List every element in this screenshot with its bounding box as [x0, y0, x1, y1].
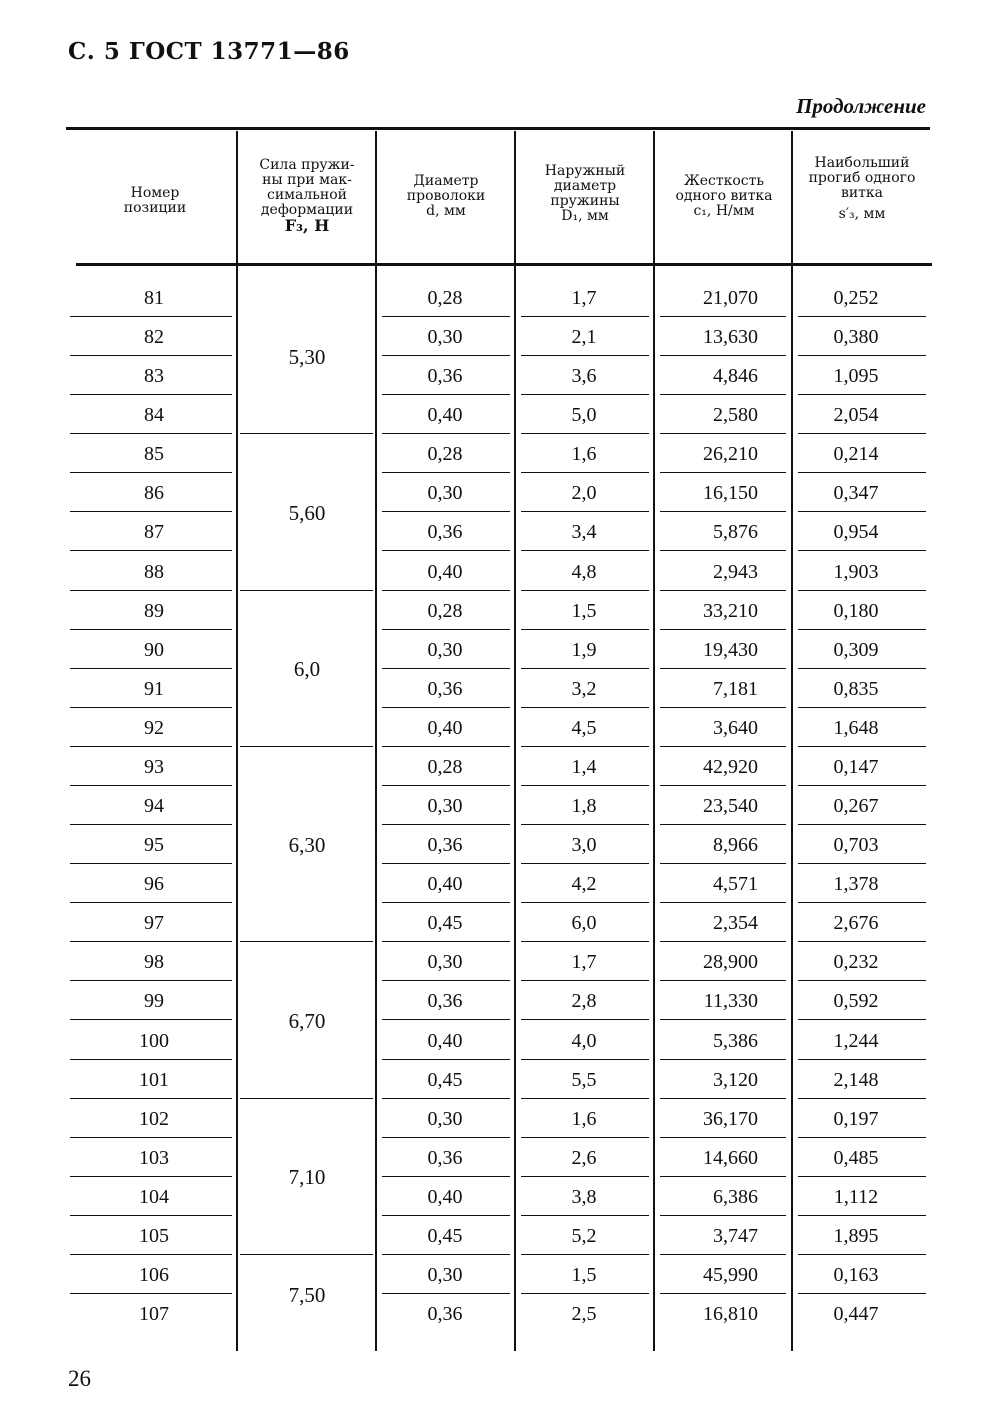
row-separator — [70, 316, 232, 317]
row-separator — [660, 590, 786, 591]
row-separator — [70, 746, 232, 747]
stiffness-cell: 2,943 — [713, 561, 758, 583]
row-separator — [660, 1293, 786, 1294]
outer-diameter-cell: 1,5 — [571, 1264, 597, 1286]
row-separator — [660, 707, 786, 708]
outer-diameter-cell: 4,0 — [571, 1030, 597, 1052]
row-separator — [798, 1098, 926, 1099]
wire-diameter-cell: 0,36 — [427, 365, 463, 387]
row-separator — [382, 1176, 510, 1177]
row-separator — [382, 511, 510, 512]
row-separator — [521, 1059, 649, 1060]
row-separator — [382, 668, 510, 669]
group-separator — [240, 1254, 373, 1255]
continuation-label: Продолжение — [796, 94, 926, 118]
deflection-cell: 0,703 — [833, 834, 879, 856]
row-separator — [521, 1098, 649, 1099]
stiffness-cell: 33,210 — [703, 600, 758, 622]
deflection-cell: 1,895 — [833, 1225, 879, 1247]
wire-diameter-cell: 0,40 — [427, 404, 463, 426]
position-number-cell: 81 — [144, 287, 164, 309]
row-separator — [70, 941, 232, 942]
force-cell: 5,30 — [288, 345, 326, 369]
row-separator — [70, 550, 232, 551]
row-separator — [382, 1019, 510, 1020]
group-separator — [240, 590, 373, 591]
stiffness-cell: 19,430 — [703, 639, 758, 661]
wire-diameter-cell: 0,36 — [427, 1147, 463, 1169]
row-separator — [798, 785, 926, 786]
position-number-cell: 94 — [144, 795, 164, 817]
row-separator — [798, 590, 926, 591]
force-cell: 5,60 — [288, 501, 326, 525]
row-separator — [521, 629, 649, 630]
deflection-cell: 1,095 — [833, 365, 879, 387]
position-number-cell: 85 — [144, 443, 164, 465]
row-separator — [70, 863, 232, 864]
deflection-cell: 0,485 — [833, 1147, 879, 1169]
position-number-cell: 91 — [144, 678, 164, 700]
header-outer-diameter: Наружный диаметр пружины D₁, мм — [544, 163, 626, 224]
row-separator — [521, 1215, 649, 1216]
force-cell: 6,70 — [288, 1009, 326, 1033]
stiffness-cell: 5,876 — [713, 521, 758, 543]
deflection-cell: 0,592 — [833, 990, 879, 1012]
row-separator — [70, 1059, 232, 1060]
position-number-cell: 99 — [144, 990, 164, 1012]
stiffness-cell: 2,354 — [713, 912, 758, 934]
row-separator — [521, 863, 649, 864]
deflection-cell: 0,380 — [833, 326, 879, 348]
row-separator — [660, 1059, 786, 1060]
row-separator — [70, 902, 232, 903]
position-number-cell: 84 — [144, 404, 164, 426]
outer-diameter-cell: 1,5 — [571, 600, 597, 622]
wire-diameter-cell: 0,28 — [427, 756, 463, 778]
deflection-cell: 2,054 — [833, 404, 879, 426]
outer-diameter-cell: 5,2 — [571, 1225, 597, 1247]
position-number-cell: 86 — [144, 482, 164, 504]
header-bottom-rule — [76, 263, 932, 266]
row-separator — [798, 707, 926, 708]
row-separator — [798, 902, 926, 903]
row-separator — [798, 941, 926, 942]
deflection-cell: 0,954 — [833, 521, 879, 543]
wire-diameter-cell: 0,28 — [427, 287, 463, 309]
group-separator — [240, 941, 373, 942]
row-separator — [521, 824, 649, 825]
header-deflection: Наибольший прогиб одного витка s′₃, мм — [808, 155, 916, 222]
group-separator — [240, 746, 373, 747]
deflection-cell: 0,347 — [833, 482, 879, 504]
row-separator — [70, 980, 232, 981]
outer-diameter-cell: 3,0 — [571, 834, 597, 856]
page-number: 26 — [68, 1366, 91, 1391]
row-separator — [382, 824, 510, 825]
outer-diameter-cell: 1,8 — [571, 795, 597, 817]
row-separator — [660, 1137, 786, 1138]
row-separator — [660, 668, 786, 669]
row-separator — [521, 355, 649, 356]
row-separator — [70, 355, 232, 356]
outer-diameter-cell: 2,6 — [571, 1147, 597, 1169]
group-separator — [240, 1098, 373, 1099]
header-wire-diameter: Диаметр проволоки d, мм — [406, 173, 486, 219]
outer-diameter-cell: 1,6 — [571, 1108, 597, 1130]
row-separator — [382, 316, 510, 317]
wire-diameter-cell: 0,30 — [427, 639, 463, 661]
outer-diameter-cell: 2,0 — [571, 482, 597, 504]
row-separator — [521, 980, 649, 981]
row-separator — [660, 863, 786, 864]
stiffness-cell: 13,630 — [703, 326, 758, 348]
row-separator — [70, 824, 232, 825]
row-separator — [382, 707, 510, 708]
wire-diameter-cell: 0,30 — [427, 951, 463, 973]
row-separator — [382, 1215, 510, 1216]
deflection-cell: 2,676 — [833, 912, 879, 934]
row-separator — [521, 1293, 649, 1294]
row-separator — [798, 1137, 926, 1138]
row-separator — [660, 746, 786, 747]
row-separator — [798, 1215, 926, 1216]
stiffness-cell: 26,210 — [703, 443, 758, 465]
row-separator — [521, 472, 649, 473]
wire-diameter-cell: 0,30 — [427, 795, 463, 817]
row-separator — [660, 980, 786, 981]
row-separator — [798, 316, 926, 317]
row-separator — [660, 941, 786, 942]
row-separator — [798, 472, 926, 473]
row-separator — [382, 394, 510, 395]
position-number-cell: 90 — [144, 639, 164, 661]
deflection-cell: 0,447 — [833, 1303, 879, 1325]
stiffness-cell: 16,810 — [703, 1303, 758, 1325]
row-separator — [382, 590, 510, 591]
wire-diameter-cell: 0,36 — [427, 834, 463, 856]
outer-diameter-cell: 1,7 — [571, 951, 597, 973]
row-separator — [660, 472, 786, 473]
row-separator — [798, 355, 926, 356]
row-separator — [660, 1254, 786, 1255]
deflection-cell: 0,214 — [833, 443, 879, 465]
header-stiffness: Жесткость одного витка c₁, Н/мм — [675, 173, 773, 219]
stiffness-cell: 11,330 — [703, 990, 758, 1012]
position-number-cell: 100 — [139, 1030, 169, 1052]
table-top-rule — [66, 127, 930, 130]
row-separator — [382, 980, 510, 981]
row-separator — [798, 433, 926, 434]
row-separator — [70, 629, 232, 630]
position-number-cell: 104 — [139, 1186, 169, 1208]
deflection-cell: 1,903 — [833, 561, 879, 583]
wire-diameter-cell: 0,36 — [427, 990, 463, 1012]
stiffness-cell: 3,640 — [713, 717, 758, 739]
row-separator — [660, 902, 786, 903]
wire-diameter-cell: 0,40 — [427, 1030, 463, 1052]
col-line-4 — [653, 131, 655, 1351]
force-cell: 6,30 — [288, 833, 326, 857]
row-separator — [521, 1254, 649, 1255]
position-number-cell: 97 — [144, 912, 164, 934]
outer-diameter-cell: 6,0 — [571, 912, 597, 934]
position-number-cell: 82 — [144, 326, 164, 348]
wire-diameter-cell: 0,40 — [427, 1186, 463, 1208]
deflection-cell: 0,232 — [833, 951, 879, 973]
row-separator — [382, 785, 510, 786]
row-separator — [521, 707, 649, 708]
row-separator — [798, 1254, 926, 1255]
row-separator — [798, 394, 926, 395]
outer-diameter-cell: 3,2 — [571, 678, 597, 700]
outer-diameter-cell: 3,6 — [571, 365, 597, 387]
position-number-cell: 103 — [139, 1147, 169, 1169]
stiffness-cell: 42,920 — [703, 756, 758, 778]
row-separator — [382, 1059, 510, 1060]
row-separator — [521, 1137, 649, 1138]
stiffness-cell: 7,181 — [713, 678, 758, 700]
row-separator — [382, 629, 510, 630]
row-separator — [382, 746, 510, 747]
row-separator — [798, 1059, 926, 1060]
wire-diameter-cell: 0,36 — [427, 678, 463, 700]
wire-diameter-cell: 0,30 — [427, 482, 463, 504]
row-separator — [70, 707, 232, 708]
row-separator — [521, 590, 649, 591]
row-separator — [798, 1176, 926, 1177]
deflection-cell: 0,147 — [833, 756, 879, 778]
document-code: С. 5 ГОСТ 13771—86 — [68, 38, 350, 65]
outer-diameter-cell: 2,1 — [571, 326, 597, 348]
deflection-cell: 1,112 — [833, 1186, 879, 1208]
row-separator — [70, 511, 232, 512]
position-number-cell: 93 — [144, 756, 164, 778]
position-number-cell: 105 — [139, 1225, 169, 1247]
wire-diameter-cell: 0,30 — [427, 326, 463, 348]
outer-diameter-cell: 5,5 — [571, 1069, 597, 1091]
outer-diameter-cell: 4,5 — [571, 717, 597, 739]
deflection-cell: 1,648 — [833, 717, 879, 739]
position-number-cell: 88 — [144, 561, 164, 583]
stiffness-cell: 8,966 — [713, 834, 758, 856]
row-separator — [660, 394, 786, 395]
row-separator — [382, 941, 510, 942]
wire-diameter-cell: 0,30 — [427, 1108, 463, 1130]
row-separator — [382, 472, 510, 473]
stiffness-cell: 6,386 — [713, 1186, 758, 1208]
row-separator — [660, 355, 786, 356]
row-separator — [521, 1019, 649, 1020]
row-separator — [521, 316, 649, 317]
position-number-cell: 106 — [139, 1264, 169, 1286]
position-number-cell: 96 — [144, 873, 164, 895]
outer-diameter-cell: 4,2 — [571, 873, 597, 895]
stiffness-cell: 14,660 — [703, 1147, 758, 1169]
row-separator — [798, 511, 926, 512]
row-separator — [70, 1215, 232, 1216]
deflection-cell: 1,378 — [833, 873, 879, 895]
row-separator — [70, 1293, 232, 1294]
stiffness-cell: 4,571 — [713, 873, 758, 895]
row-separator — [382, 1098, 510, 1099]
row-separator — [382, 1137, 510, 1138]
outer-diameter-cell: 1,9 — [571, 639, 597, 661]
row-separator — [70, 1098, 232, 1099]
row-separator — [70, 668, 232, 669]
outer-diameter-cell: 5,0 — [571, 404, 597, 426]
row-separator — [660, 785, 786, 786]
row-separator — [798, 746, 926, 747]
deflection-cell: 0,163 — [833, 1264, 879, 1286]
row-separator — [382, 355, 510, 356]
outer-diameter-cell: 2,5 — [571, 1303, 597, 1325]
force-cell: 7,50 — [288, 1283, 326, 1307]
deflection-cell: 0,252 — [833, 287, 879, 309]
wire-diameter-cell: 0,40 — [427, 561, 463, 583]
wire-diameter-cell: 0,45 — [427, 1069, 463, 1091]
row-separator — [660, 824, 786, 825]
row-separator — [382, 1254, 510, 1255]
wire-diameter-cell: 0,28 — [427, 443, 463, 465]
wire-diameter-cell: 0,30 — [427, 1264, 463, 1286]
row-separator — [798, 824, 926, 825]
position-number-cell: 98 — [144, 951, 164, 973]
row-separator — [521, 433, 649, 434]
position-number-cell: 102 — [139, 1108, 169, 1130]
col-line-3 — [514, 131, 516, 1351]
wire-diameter-cell: 0,28 — [427, 600, 463, 622]
position-number-cell: 87 — [144, 521, 164, 543]
row-separator — [521, 550, 649, 551]
outer-diameter-cell: 3,4 — [571, 521, 597, 543]
row-separator — [521, 785, 649, 786]
row-separator — [660, 1215, 786, 1216]
wire-diameter-cell: 0,36 — [427, 521, 463, 543]
row-separator — [660, 1098, 786, 1099]
deflection-cell: 0,197 — [833, 1108, 879, 1130]
stiffness-cell: 4,846 — [713, 365, 758, 387]
row-separator — [521, 746, 649, 747]
position-number-cell: 92 — [144, 717, 164, 739]
row-separator — [382, 550, 510, 551]
row-separator — [660, 550, 786, 551]
row-separator — [521, 511, 649, 512]
col-line-5 — [791, 131, 793, 1351]
row-separator — [660, 433, 786, 434]
outer-diameter-cell: 4,8 — [571, 561, 597, 583]
stiffness-cell: 2,580 — [713, 404, 758, 426]
outer-diameter-cell: 3,8 — [571, 1186, 597, 1208]
row-separator — [70, 590, 232, 591]
wire-diameter-cell: 0,40 — [427, 873, 463, 895]
position-number-cell: 83 — [144, 365, 164, 387]
row-separator — [70, 1254, 232, 1255]
group-separator — [240, 433, 373, 434]
stiffness-cell: 3,747 — [713, 1225, 758, 1247]
row-separator — [70, 1176, 232, 1177]
header-position: Номер позиции — [123, 185, 187, 216]
force-cell: 7,10 — [288, 1165, 326, 1189]
stiffness-cell: 23,540 — [703, 795, 758, 817]
wire-diameter-cell: 0,45 — [427, 1225, 463, 1247]
row-separator — [521, 902, 649, 903]
row-separator — [660, 316, 786, 317]
outer-diameter-cell: 1,6 — [571, 443, 597, 465]
deflection-cell: 0,180 — [833, 600, 879, 622]
row-separator — [70, 433, 232, 434]
row-separator — [660, 1019, 786, 1020]
deflection-cell: 0,267 — [833, 795, 879, 817]
row-separator — [798, 1019, 926, 1020]
deflection-cell: 1,244 — [833, 1030, 879, 1052]
row-separator — [382, 1293, 510, 1294]
stiffness-cell: 16,150 — [703, 482, 758, 504]
stiffness-cell: 36,170 — [703, 1108, 758, 1130]
deflection-cell: 0,835 — [833, 678, 879, 700]
header-force: Сила пружи- ны при мак- симальной деформации F₃, Н — [259, 157, 355, 235]
stiffness-cell: 21,070 — [703, 287, 758, 309]
row-separator — [70, 1137, 232, 1138]
row-separator — [660, 1176, 786, 1177]
wire-diameter-cell: 0,36 — [427, 1303, 463, 1325]
row-separator — [798, 980, 926, 981]
row-separator — [521, 941, 649, 942]
row-separator — [382, 433, 510, 434]
row-separator — [382, 902, 510, 903]
row-separator — [521, 668, 649, 669]
row-separator — [798, 1293, 926, 1294]
position-number-cell: 95 — [144, 834, 164, 856]
row-separator — [70, 394, 232, 395]
row-separator — [798, 550, 926, 551]
row-separator — [382, 863, 510, 864]
wire-diameter-cell: 0,45 — [427, 912, 463, 934]
wire-diameter-cell: 0,40 — [427, 717, 463, 739]
row-separator — [798, 668, 926, 669]
row-separator — [660, 511, 786, 512]
row-separator — [521, 1176, 649, 1177]
stiffness-cell: 3,120 — [713, 1069, 758, 1091]
stiffness-cell: 45,990 — [703, 1264, 758, 1286]
row-separator — [70, 1019, 232, 1020]
position-number-cell: 101 — [139, 1069, 169, 1091]
outer-diameter-cell: 2,8 — [571, 990, 597, 1012]
deflection-cell: 0,309 — [833, 639, 879, 661]
row-separator — [70, 472, 232, 473]
row-separator — [70, 785, 232, 786]
position-number-cell: 89 — [144, 600, 164, 622]
position-number-cell: 107 — [139, 1303, 169, 1325]
row-separator — [660, 629, 786, 630]
stiffness-cell: 5,386 — [713, 1030, 758, 1052]
deflection-cell: 2,148 — [833, 1069, 879, 1091]
outer-diameter-cell: 1,4 — [571, 756, 597, 778]
outer-diameter-cell: 1,7 — [571, 287, 597, 309]
stiffness-cell: 28,900 — [703, 951, 758, 973]
row-separator — [521, 394, 649, 395]
row-separator — [798, 629, 926, 630]
force-cell: 6,0 — [293, 657, 321, 681]
row-separator — [798, 863, 926, 864]
